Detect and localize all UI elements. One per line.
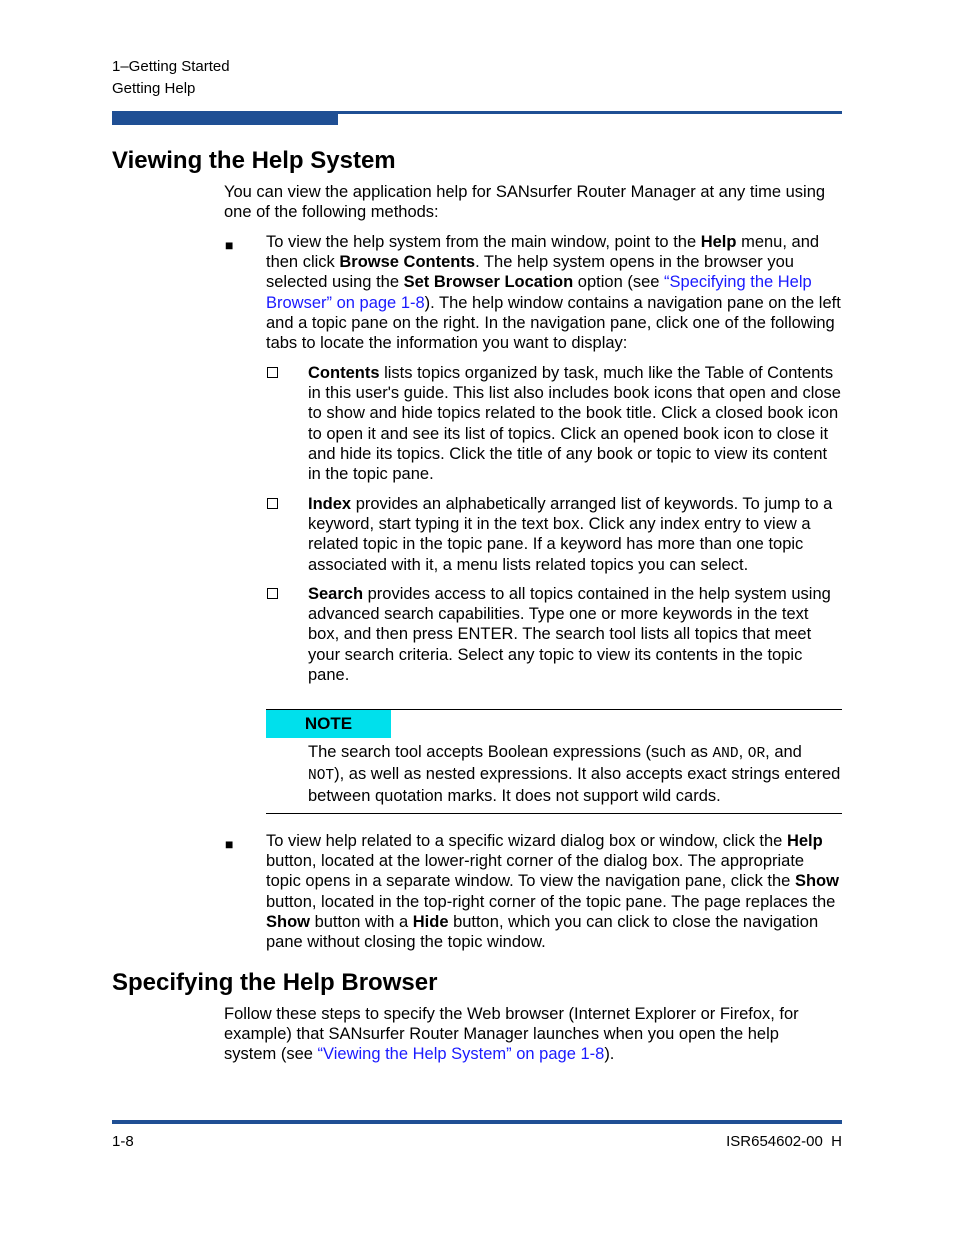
section-heading-specifying-browser: Specifying the Help Browser xyxy=(112,969,438,996)
tab-index-description: Index provides an alphabetically arranged list of keywords. To jump to a keyword, start typing it in the text box. Click any index entry to view a related topic in the topic pane. If a keyword has more than one topic associated with it, a menu lists related topics you can select. xyxy=(308,495,833,574)
note-label: NOTE xyxy=(266,710,391,738)
intro-paragraph: You can view the application help for SANsurfer Router Manager at any time using one of the following methods: xyxy=(224,183,826,222)
bullet-browse-contents: To view the help system from the main window, point to the Help menu, and then click Browse Contents. The help system opens in the browser you selected using the Set Browser Location option (see “Specifying the Help Browser” on page 1-8). The help window contains a navigation pane on the left and a topic pane on the right. In the navigation pane, click one of the following tabs to locate the information you want to display: xyxy=(266,233,841,353)
link-specifying-help-browser[interactable]: “Specifying the Help Browser” on page 1-8 xyxy=(266,273,812,312)
running-header-chapter: 1–Getting Started xyxy=(112,58,230,75)
running-header-section: Getting Help xyxy=(112,80,196,97)
page-number: 1-8 xyxy=(112,1133,134,1150)
bullet-square-icon: ■ xyxy=(225,237,234,253)
checkbox-bullet-icon xyxy=(267,588,278,599)
bullet-square-icon: ■ xyxy=(225,836,234,852)
note-bottom-rule xyxy=(266,813,842,814)
section-heading-viewing-help: Viewing the Help System xyxy=(112,147,396,174)
header-rule xyxy=(112,111,842,114)
tab-search-description: Search provides access to all topics contained in the help system using advanced search capabilities. Type one or more keywords in the text box, and then press ENTER. The search tool lists all topics that meet your search criteria. Select any topic to view its contents in the topic pane. xyxy=(308,585,831,684)
checkbox-bullet-icon xyxy=(267,498,278,509)
specifying-browser-paragraph: Follow these steps to specify the Web browser (Internet Explorer or Firefox, for example) that SANsurfer Router Manager launches when you open the help system (see “Viewing the Help System” on page 1-8). xyxy=(224,1005,799,1064)
document-number: ISR654602-00 H xyxy=(726,1133,842,1150)
note-text: The search tool accepts Boolean expressions (such as AND, OR, and NOT), as well as nested expressions. It also accepts exact strings entered between quotation marks. It does not support wild cards. xyxy=(308,743,841,806)
bullet-wizard-help: To view help related to a specific wizard dialog box or window, click the Help button, located at the lower-right corner of the dialog box. The appropriate topic opens in a separate window. To view the navigation pane, click the Show button, located in the top-right corner of the topic pane. The page replaces the Show button with a Hide button, which you can click to close the navigation pane without closing the topic window. xyxy=(266,832,839,952)
tab-contents-description: Contents lists topics organized by task, much like the Table of Contents in this user's guide. This list also includes book icons that open and close to show and hide topics related to the book title. Click a closed book icon to open it and see its list of topics. Click an opened book icon to close it and hide its topics. Click the title of any book or topic to view its content in the topic pane. xyxy=(308,364,841,484)
link-viewing-help-system[interactable]: “Viewing the Help System” on page 1-8 xyxy=(317,1045,605,1064)
footer-rule xyxy=(112,1120,842,1124)
checkbox-bullet-icon xyxy=(267,367,278,378)
